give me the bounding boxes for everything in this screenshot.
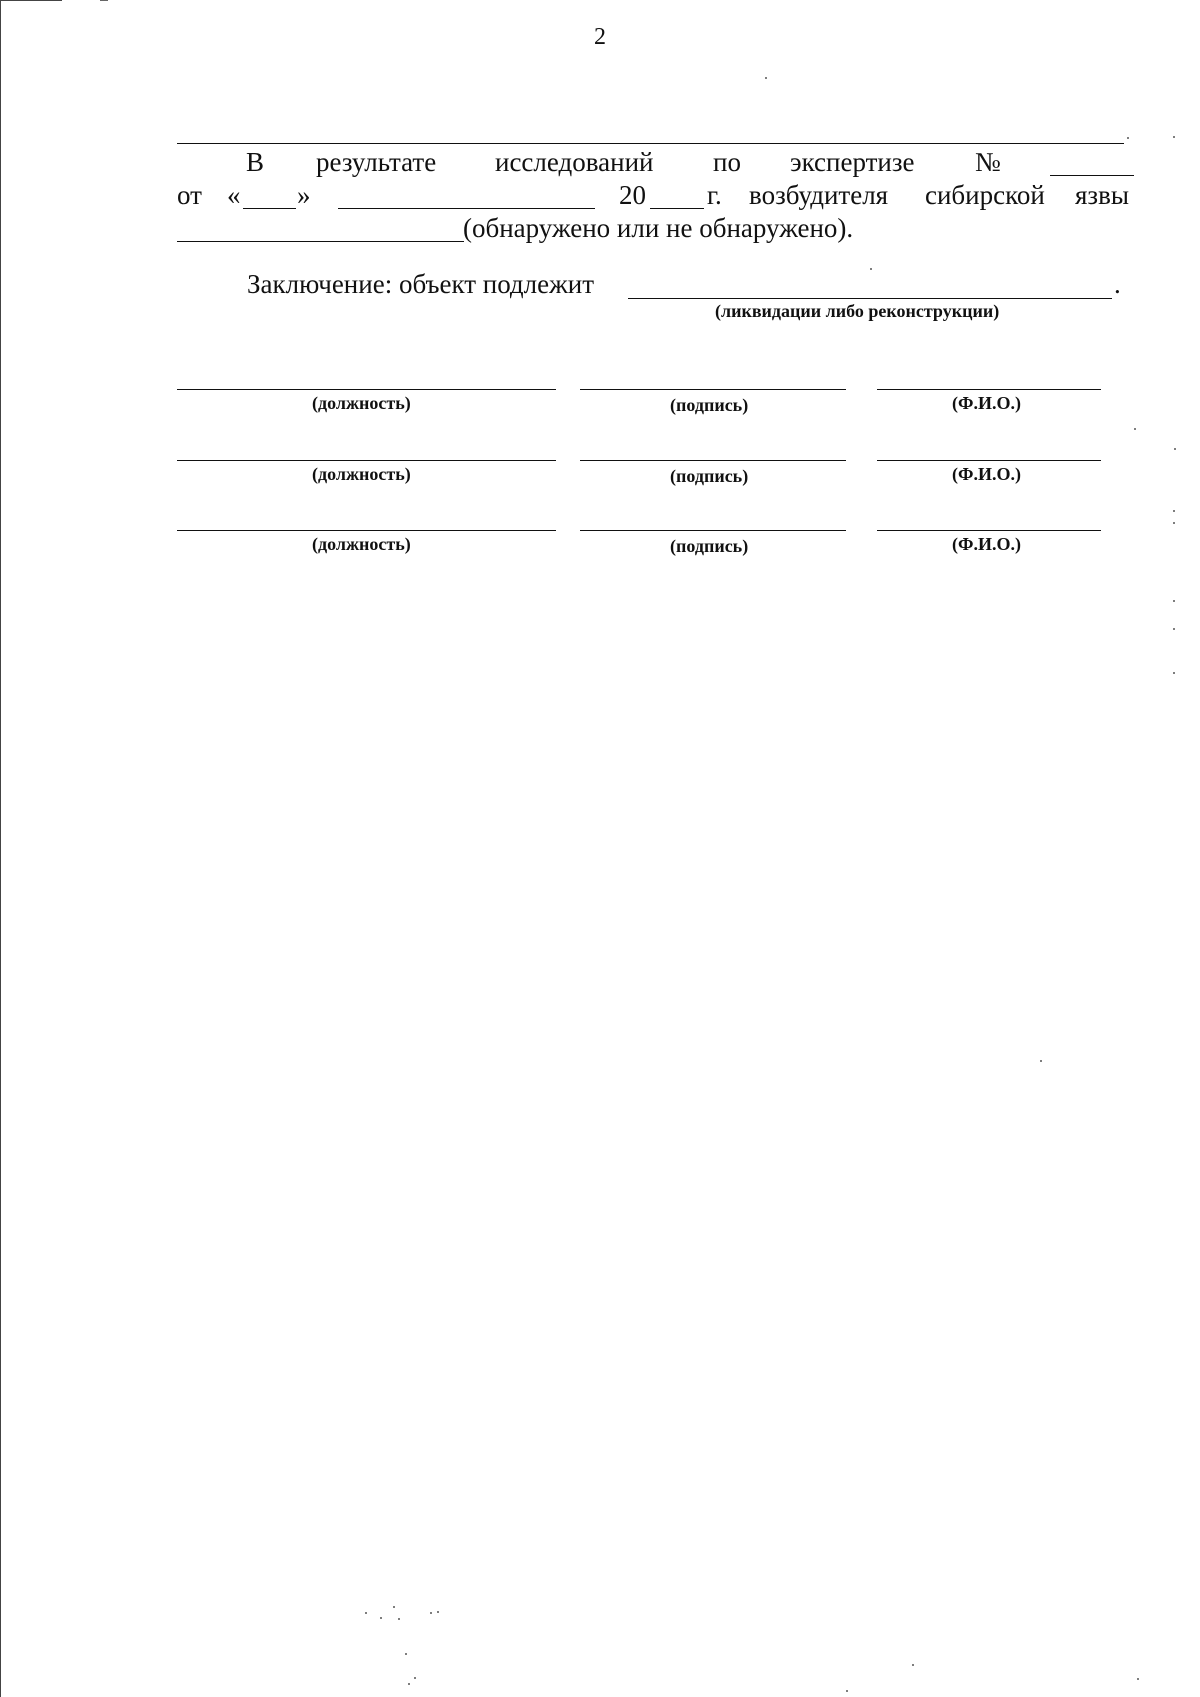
result-hint-text: (обнаружено или не обнаружено). (463, 213, 854, 243)
scan-speck (1173, 510, 1175, 512)
full-name-field[interactable] (877, 460, 1101, 461)
conclusion-label: Заключение: объект подлежит (247, 269, 595, 299)
scan-left-edge (0, 0, 1, 1697)
scan-speck (430, 1612, 432, 1614)
scan-speck (1173, 672, 1175, 674)
signature-caption: (подпись) (670, 466, 749, 486)
paragraph-word: В (246, 147, 265, 177)
scan-speck (414, 1677, 416, 1679)
day-field[interactable] (243, 208, 296, 209)
full-name-field[interactable] (877, 389, 1101, 390)
month-field[interactable] (338, 208, 595, 209)
scan-speck (1127, 137, 1129, 139)
scan-speck (1173, 136, 1175, 138)
position-field[interactable] (177, 460, 556, 461)
scan-speck (765, 77, 767, 79)
scan-speck (1173, 628, 1175, 630)
scan-speck (398, 1618, 400, 1620)
scan-speck (1134, 428, 1136, 430)
scan-speck (870, 268, 872, 270)
year-prefix: 20 (619, 180, 646, 210)
position-field[interactable] (177, 389, 556, 390)
scan-speck (437, 1611, 439, 1613)
scan-speck (408, 1683, 410, 1685)
year-field[interactable] (650, 208, 704, 209)
conclusion-hint: (ликвидации либо реконструкции) (715, 301, 1000, 321)
paragraph-word: от (177, 180, 202, 210)
position-caption: (должность) (312, 393, 411, 413)
position-field[interactable] (177, 530, 556, 531)
signature-caption: (подпись) (670, 395, 749, 415)
full-name-caption: (Ф.И.О.) (952, 393, 1021, 413)
scan-speck (912, 1664, 914, 1666)
position-caption: (должность) (312, 534, 411, 554)
quote-close: » (297, 180, 311, 210)
paragraph-word: № (975, 147, 1001, 177)
scan-speck (1040, 1060, 1042, 1062)
scan-speck (1174, 448, 1176, 450)
scan-speck (365, 1612, 367, 1614)
full-name-caption: (Ф.И.О.) (952, 464, 1021, 484)
scan-speck (380, 1617, 382, 1619)
conclusion-period: . (1114, 269, 1121, 299)
paragraph-word: возбудителя (749, 180, 889, 210)
signature-field[interactable] (580, 389, 846, 390)
result-field[interactable] (177, 241, 464, 242)
scan-speck (846, 1690, 848, 1692)
scan-speck (1173, 522, 1175, 524)
scan-speck (1137, 1678, 1139, 1680)
scan-top-mark (0, 0, 62, 1)
top-fill-line (177, 143, 1124, 144)
paragraph-word: экспертизе (790, 147, 915, 177)
scan-top-mark (100, 0, 108, 1)
paragraph-word: сибирской (925, 180, 1045, 210)
full-name-field[interactable] (877, 530, 1101, 531)
quote-open: « (227, 180, 241, 210)
page-number: 2 (594, 24, 606, 50)
signature-field[interactable] (580, 460, 846, 461)
scan-speck (393, 1606, 395, 1608)
paragraph-word: язвы (1075, 180, 1129, 210)
paragraph-word: по (713, 147, 741, 177)
scan-speck (1173, 600, 1175, 602)
expertise-number-field[interactable] (1050, 175, 1134, 176)
conclusion-field[interactable] (628, 298, 1112, 299)
scan-speck (405, 1653, 407, 1655)
paragraph-word: результате (316, 147, 437, 177)
position-caption: (должность) (312, 464, 411, 484)
full-name-caption: (Ф.И.О.) (952, 534, 1021, 554)
signature-field[interactable] (580, 530, 846, 531)
paragraph-word: г. (707, 180, 722, 210)
signature-caption: (подпись) (670, 536, 749, 556)
paragraph-word: исследований (495, 147, 654, 177)
